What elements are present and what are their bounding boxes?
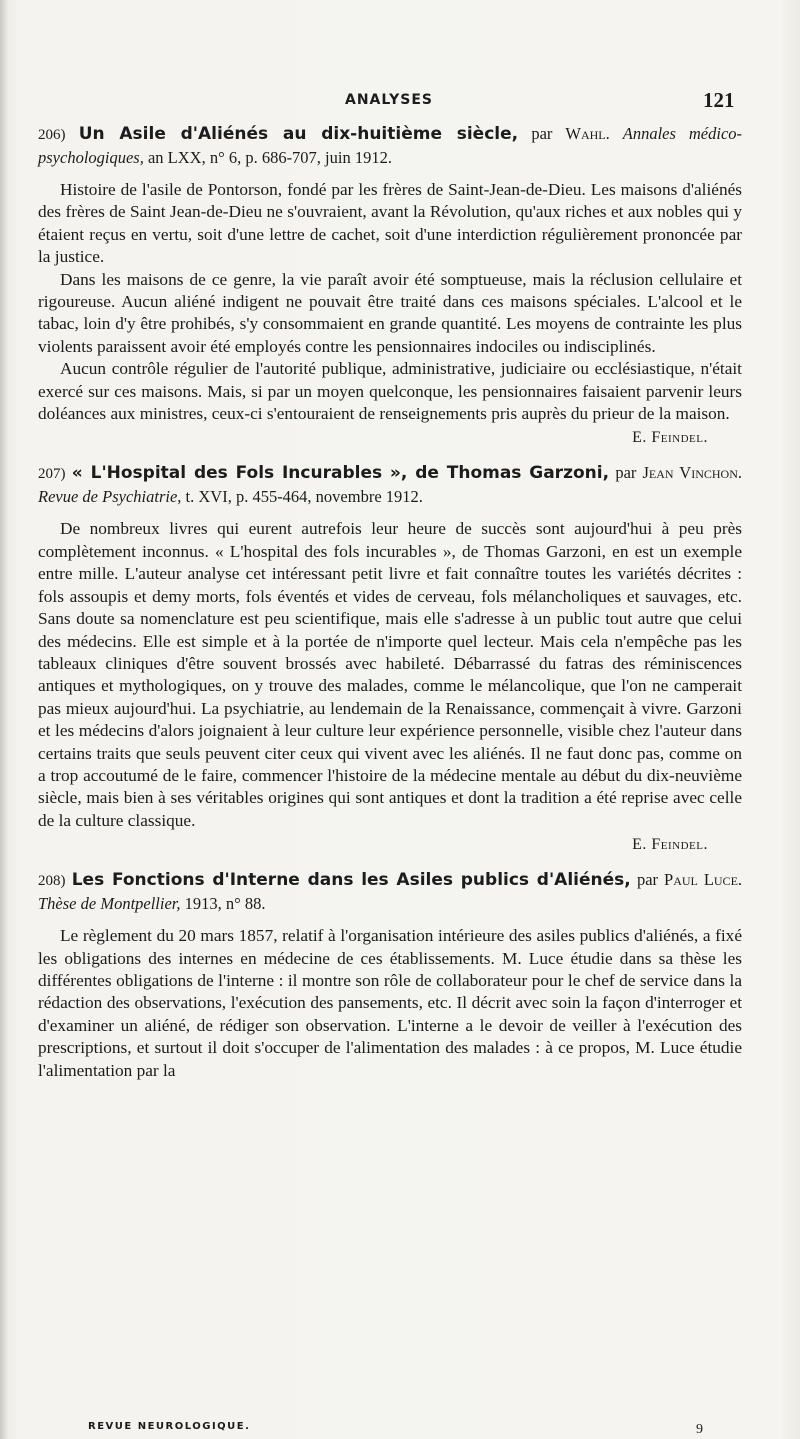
entry-title: Un Asile d'Aliénés au dix-huitième siècle, [78, 124, 519, 144]
entry-number: 208) [38, 873, 66, 890]
ref-author: Jean Vinchon. [642, 463, 742, 483]
text-column [38, 122, 742, 1082]
ref-author: Paul Luce. [664, 870, 743, 890]
paragraph: De nombreux livres qui eurent autrefois leur heure de succès sont aujourd'hui à peu près complètement inconnus. « L'hospital des fols incurables », de Thomas Garzoni, en est un exemple entre mille. L'auteur analyse cet intéressant petit livre et fait connaître toutes les variétés décrites : fols assoupis et demy morts, fols éventés et vides de cerveau, fols mélancholiques et sauvages, etc. Sans doute sa nomenclature est peu scientifique, mais elle s'adresse à un public tout autre que celui des médecins. Elle est simple et à la portée de n'importe quel lecteur. Mais cela n'empêche pas les tableaux cliniques d'être souvent brossés avec habileté. Débarrassé du fatras des réminiscences antiques et mythologiques, on y trouve des malades, comme le mélancolique, que l'on ne camperait pas mieux aujourd'hui. La psychiatrie, au lendemain de la Renaissance, commençait à vivre. Garzoni et les médecins d'alors joignaient à leur culture leur expérience personnelle, visible chez l'auteur dans certains traits que seuls peuvent citer ceux qui vivent avec les aliénés. Il ne faut donc pas, comme on a trop accoutumé de le faire, commencer l'histoire de la médecine mentale au début du dix-neuvième siècle, mais bien à ses véritables origines qui sont antiques et dont la tradition a été reprise avec celle de la culture classique. [38, 519, 742, 830]
running-title: ANALYSES [345, 92, 433, 108]
ref-journal: Revue de Psychiatrie, [38, 487, 182, 507]
entry-heading [38, 461, 742, 508]
running-header [0, 90, 800, 114]
page-gutter-shadow [0, 0, 8, 1439]
reviewer-signature: E. Feindel. [632, 836, 708, 854]
journal-footer: REVUE NEUROLOGIQUE. [88, 1421, 251, 1432]
entry-208 [38, 868, 742, 1082]
entry-207 [38, 461, 742, 856]
entry-number: 207) [38, 466, 66, 483]
sheet-signature: 9 [696, 1422, 703, 1437]
ref-details: t. XVI, p. 455-464, novembre 1912. [185, 487, 423, 507]
ref-journal: Thèse de Montpellier, [38, 894, 181, 914]
ref-prefix: par [531, 124, 553, 143]
ref-author: Wahl. [565, 124, 610, 143]
entry-number: 206) [38, 127, 66, 143]
entry-206 [38, 122, 742, 449]
paragraph: Histoire de l'asile de Pontorson, fondé par les frères de Saint-Jean-de-Dieu. Les maisons d'aliénés des frères de Saint Jean-de-Dieu ne s'ouvraient, avant la Révolution, qu'aux riches et aux nobles qui y étaient reçus en vertu, soit d'une lettre de cachet, soit d'une interdiction régulièrement prononcée par la justice. [38, 180, 742, 267]
reviewer-signature: E. Feindel. [632, 429, 708, 447]
ref-prefix: par [636, 870, 659, 890]
paragraph: Le règlement du 20 mars 1857, relatif à l'organisation intérieure des asiles publics d'aliénés, a fixé les obligations des internes en médecine de ces établissements. M. Luce étudie dans sa thèse les différentes obligations de l'interne : il montre son rôle de collaborateur pour le chef de service dans la rédaction des observations, l'exécution des pansements, etc. Il décrit avec soin la façon d'interroger et d'examiner un aliéné, de rédiger son observation. L'interne a le devoir de veiller à l'exécution des prescriptions, et surtout il doit s'occuper de l'alimentation des malades : à ce propos, M. Luce étudie l'alimentation par la [38, 926, 742, 1080]
page-number: 121 [703, 88, 735, 112]
paragraph: Dans les maisons de ce genre, la vie paraît avoir été somptueuse, mais la réclusion cellulaire et rigoureuse. Aucun aliéné indigent ne pouvait être traité dans ces maisons spéciales. L'alcool et le tabac, loin d'y être prohibés, s'y consommaient en grande quantité. Les moyens de contrainte les plus violents paraissent avoir été employés contre les pensionnaires indociles ou indisciplinés. [38, 269, 742, 356]
ref-details: an LXX, n° 6, p. 686-707, juin 1912. [147, 148, 392, 167]
entry-heading [38, 122, 742, 169]
paragraph: Aucun contrôle régulier de l'autorité publique, administrative, judiciaire ou ecclésiastique, n'était exercé sur ces maisons. Mais, si par un moyen quelconque, les pensionnaires faisaient parvenir leurs doléances aux ministres, ceux-ci s'entouraient de renseignements pris auprès du prieur de la maison. [38, 359, 742, 424]
entry-title: Les Fonctions d'Interne dans les Asiles publics d'Aliénés, [71, 870, 631, 891]
entry-heading [38, 868, 742, 915]
ref-journal: Annales médico-psychologiques, [38, 124, 743, 167]
ref-details: 1913, n° 88. [184, 894, 266, 914]
ref-prefix: par [615, 463, 637, 483]
entry-title: « L'Hospital des Fols Incurables », de Thomas Garzoni, [71, 463, 610, 484]
